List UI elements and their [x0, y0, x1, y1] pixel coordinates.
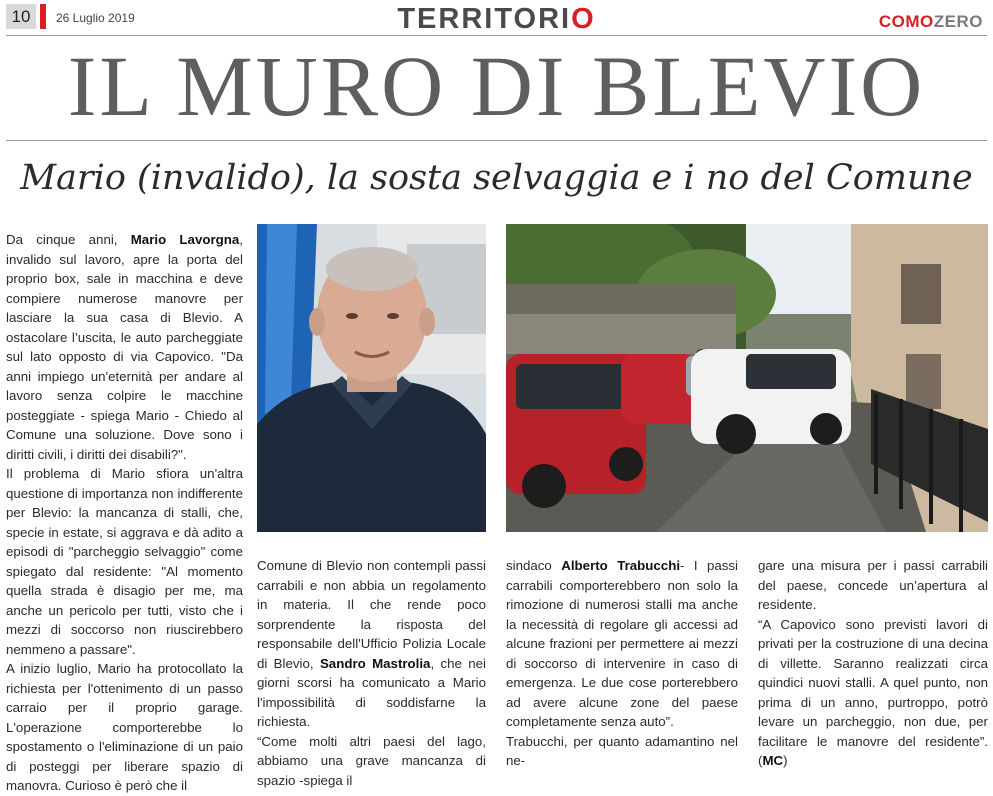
issue-date: 26 Luglio 2019 — [56, 11, 135, 25]
paragraph — [6, 230, 243, 464]
section-title-last-letter: O — [571, 3, 596, 35]
text-run: ) — [783, 753, 788, 768]
paragraph: gare una misura per i passi carrabili del paese, concede un’apertura al residente. — [758, 558, 988, 612]
portrait-illustration — [257, 224, 486, 532]
brand-second: ZERO — [933, 12, 983, 31]
text-run: , invalido sul lavoro, apre la porta del proprio box, sale in macchina e deve compiere numerose manovre per lasciare la sua casa di Blevio. A ostacolare l’uscita, le auto parcheggiate sul lato opposto di via Capovico. "Da anni impiego un'eternità per andare al lavoro senza colpire le macchine posteggiate - spiega Mario - Chiedo al Comune una soluzione. Dove sono i diritti civili, i diritti dei disabili?". — [6, 232, 243, 462]
headline-divider — [6, 140, 987, 141]
street-photo — [506, 224, 988, 532]
paragraph: Trabucchi, per quanto adamantino nel ne- — [506, 733, 738, 768]
brand-logo — [879, 12, 983, 32]
text-run: , che nei giorni scorsi ha comunicato a Mario l'impossibilità di soddisfarne la richiesta. — [257, 655, 486, 729]
article-column-2 — [257, 556, 486, 790]
section-title-main: TERRITORI — [397, 3, 572, 35]
article-column-1 — [6, 230, 243, 796]
paragraph: “Come molti altri paesi del lago, abbiamo una grave mancanza di spazio -spiega il — [257, 733, 486, 788]
person-name: Alberto Trabucchi — [561, 558, 681, 573]
article-column-3 — [506, 556, 738, 771]
portrait-photo — [257, 224, 486, 532]
text-run: sindaco — [506, 558, 562, 573]
street-illustration — [506, 224, 988, 532]
article-column-4 — [758, 556, 988, 771]
subheadline: Mario (invalido), la sosta selvaggia e i no del Comune — [20, 158, 973, 198]
section-title — [0, 3, 993, 36]
text-run: “A Capovico sono previsti lavori di privati per la costruzione di una decina di villette. Saranno realizzati circa quindici nuovi stalli. A quel punto, non prima di un anno, purtroppo, potrò levare un parcheggio, non due, per facilitare le manovre del residente”. ( — [758, 616, 988, 768]
paragraph: A inizio luglio, Mario ha protocollato la richiesta per l'ottenimento di un passo carraio per il proprio garage. L'operazione comporterebbe lo spostamento o l'eliminazione di un paio di posteggi per liberare spazio di manovra. Curioso è però che il — [6, 661, 243, 793]
person-name: Sandro Mastrolia — [319, 655, 431, 671]
paragraph — [758, 615, 988, 771]
text-run: - I passi carrabili comporterebbero non solo la rimozione di numerosi stalli ma anche la necessità di regolare gli accessi ad alcune frazioni per permettere ai mezzi di soccorso di intervenire in caso di emergenza. Le due cose porterebbero ad avere alcune zone del paese completamente senza auto”. — [506, 558, 738, 729]
page-header — [0, 0, 993, 36]
author-signature: MC — [762, 753, 784, 768]
page-number: 10 — [6, 4, 36, 29]
person-name: Mario Lavorgna — [130, 232, 240, 247]
paragraph: Il problema di Mario sfiora un'altra questione di importanza non indifferente per Blevio: la mancanza di stalli, che, specie in estate, si aggrava e dà adito a episodi di "parcheggio selvaggio" come spiegato dal residente: "Al momento quella strada è disagio per me, ma anche un pericolo per tutti, visto che i mezzi di soccorso non riuscirebbero nemmeno a passare". — [6, 466, 243, 657]
brand-first: COMO — [878, 12, 934, 31]
text-run: Da cinque anni, — [6, 232, 131, 247]
paragraph — [506, 556, 738, 732]
paragraph — [257, 556, 486, 732]
headline: IL MURO DI BLEVIO — [67, 38, 926, 134]
text-run: Comune di Blevio non contempli passi carrabili e non abbia un regolamento in materia. Il che rende poco sorprendente la risposta del responsabile dell'Ufficio Polizia Locale di Blevio, — [257, 558, 486, 671]
